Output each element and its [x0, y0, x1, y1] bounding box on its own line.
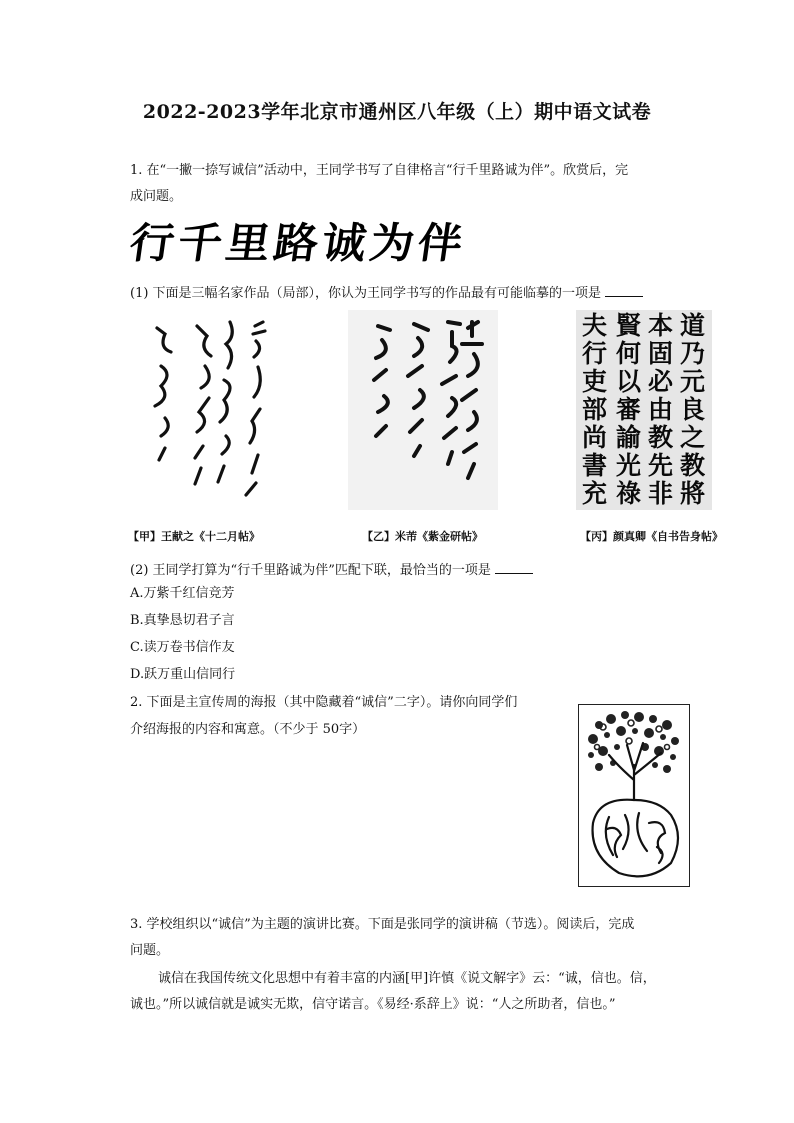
- q1-sub1: (1) 下面是三幅名家作品（局部），你认为王同学书写的作品最有可能临摹的一项是: [130, 284, 643, 303]
- q2-stem-line1: 2. 下面是主宣传周的海报（其中隐藏着“诚信”二字）。请你向同学们: [130, 695, 518, 710]
- svg-text:以: 以: [616, 367, 642, 396]
- svg-text:賢: 賢: [616, 311, 642, 340]
- svg-text:乃: 乃: [680, 339, 706, 368]
- calligraphy-jia: [135, 310, 285, 510]
- svg-text:教: 教: [648, 423, 674, 452]
- caption-jia: 【甲】王献之《十二月帖》: [128, 530, 260, 543]
- page-title: 2022-2023学年北京市通州区八年级（上）期中语文试卷: [142, 101, 652, 123]
- option-a: A.万紫千红信竞芳: [130, 586, 235, 601]
- svg-text:何: 何: [616, 339, 642, 368]
- svg-text:道: 道: [680, 311, 706, 340]
- calligraphy-yi: [348, 310, 498, 510]
- calligraphy-bing: [576, 310, 712, 510]
- svg-text:元: 元: [680, 367, 706, 396]
- svg-text:由: 由: [648, 395, 674, 424]
- svg-text:光: 光: [616, 451, 642, 480]
- svg-text:之: 之: [680, 423, 706, 452]
- svg-text:書: 書: [582, 451, 608, 480]
- svg-text:夫: 夫: [582, 311, 608, 340]
- svg-text:非: 非: [648, 479, 674, 508]
- answer-blank[interactable]: [605, 284, 643, 297]
- svg-text:充: 充: [582, 479, 608, 508]
- integrity-poster-image: [578, 704, 690, 887]
- svg-text:必: 必: [648, 367, 674, 396]
- q3-stem-line2: 问题。: [130, 943, 170, 958]
- caption-bing: 【丙】颜真卿《自书告身帖》: [580, 530, 723, 543]
- q1-stem-line1: 1. 在“一撇一捺写诚信”活动中，王同学书写了自律格言“行千里路诚为伴”。欣赏后，完: [130, 163, 629, 178]
- svg-text:部: 部: [582, 395, 608, 424]
- option-b: B.真挚恳切君子言: [130, 613, 235, 628]
- q3-passage-line2: 诚也。”所以诚信就是诚实无欺，信守诺言。《易经·系辞上》说：“人之所助者，信也。”: [130, 997, 616, 1012]
- svg-text:行: 行: [582, 339, 608, 368]
- svg-text:諭: 諭: [616, 423, 642, 452]
- svg-text:先: 先: [648, 451, 674, 480]
- q1-sub2: (2) 王同学打算为“行千里路诚为伴”匹配下联，最恰当的一项是: [130, 561, 533, 580]
- option-d: D.跃万重山信同行: [130, 667, 236, 682]
- option-c: C.读万卷书信作友: [130, 640, 235, 655]
- answer-blank[interactable]: [495, 561, 533, 574]
- svg-text:祿: 祿: [616, 479, 642, 508]
- motto-calligraphy: 行千里路诚为伴: [126, 219, 470, 268]
- q3-passage-line1: 诚信在我国传统文化思想中有着丰富的内涵[甲]许慎《说文解字》云：“诚，信也。信，: [158, 971, 656, 986]
- caption-yi: 【乙】米芾《紫金研帖》: [362, 530, 483, 543]
- svg-text:良: 良: [680, 395, 706, 424]
- svg-text:將: 將: [680, 479, 706, 508]
- svg-text:審: 審: [616, 395, 642, 424]
- q2-stem-line2: 介绍海报的内容和寓意。（不少于 50字）: [130, 722, 366, 737]
- q3-stem-line1: 3. 学校组织以“诚信”为主题的演讲比赛。下面是张同学的演讲稿（节选）。阅读后，完成: [130, 917, 635, 932]
- svg-text:吏: 吏: [582, 367, 608, 396]
- svg-text:尚: 尚: [582, 423, 608, 452]
- svg-text:教: 教: [680, 451, 706, 480]
- q1-stem-line2: 成问题。: [130, 189, 183, 204]
- svg-text:固: 固: [648, 339, 674, 368]
- svg-text:本: 本: [648, 311, 674, 340]
